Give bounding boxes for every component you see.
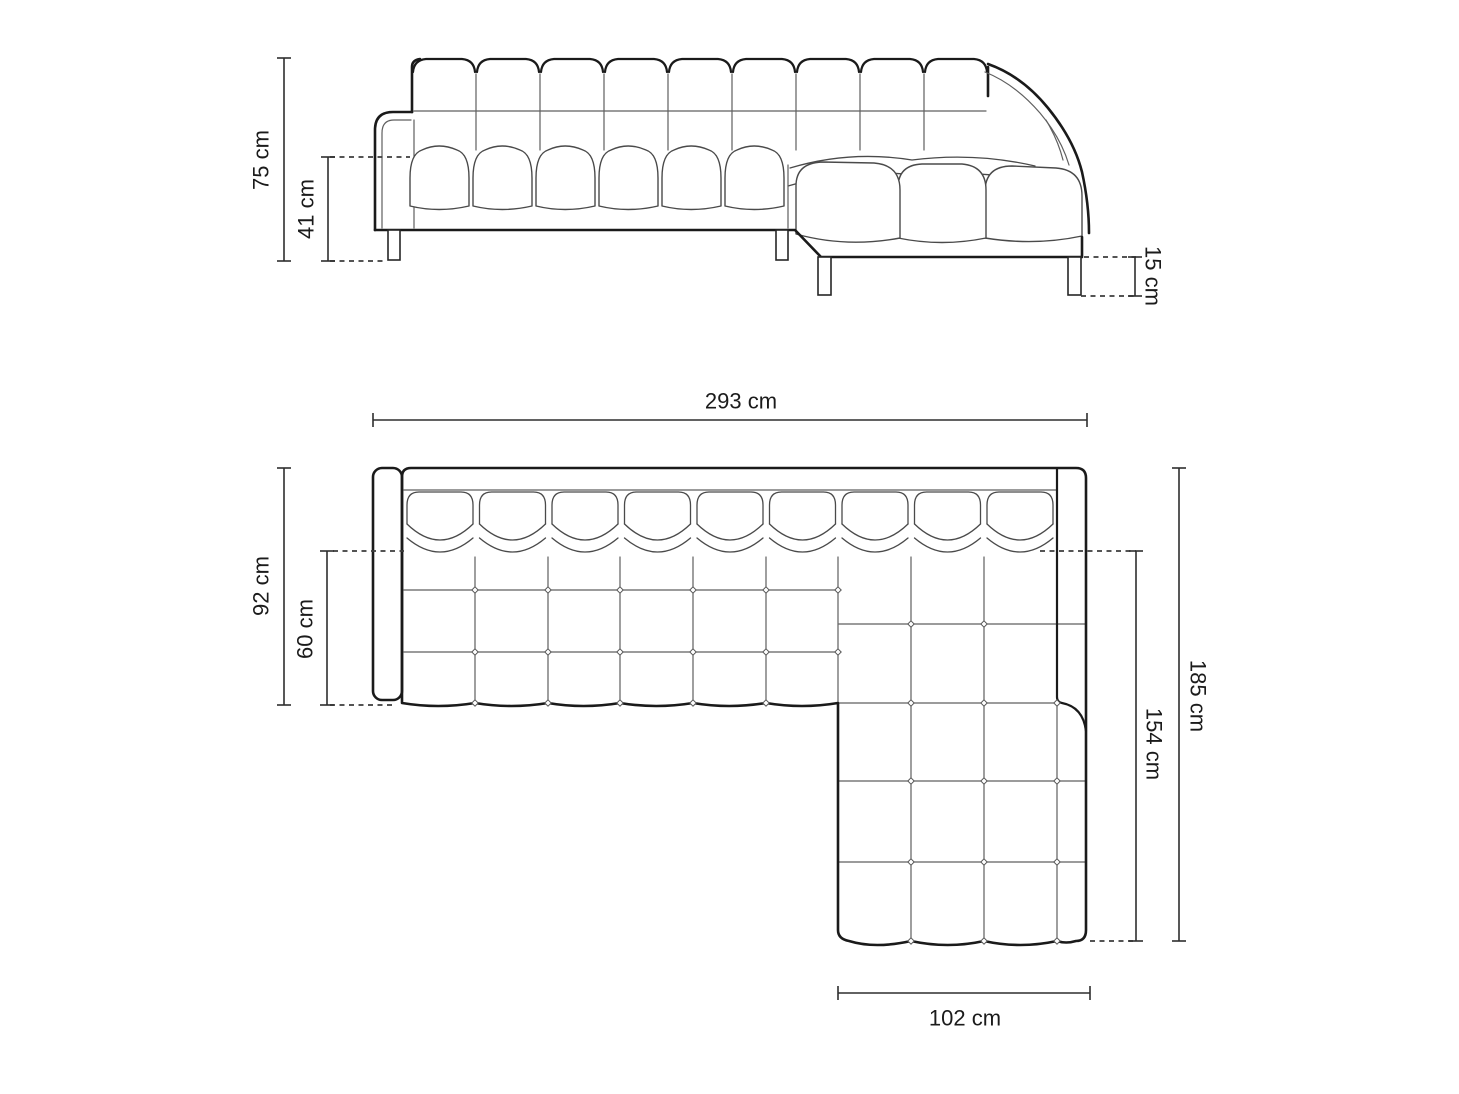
seat-cushion	[410, 146, 469, 210]
chaise-leg	[818, 257, 831, 295]
dim-overall-depth-label: 185 cm	[1185, 659, 1211, 733]
plan-left-arm	[373, 468, 402, 700]
top-plan-view	[249, 389, 1211, 1031]
dim-overall-height-label: 75 cm	[248, 130, 274, 190]
dim-seat-depth-label: 60 cm	[292, 599, 318, 659]
elevation-sofa-drawing	[375, 59, 1089, 295]
dim-main-depth	[249, 468, 292, 705]
dim-chaise-depth	[1129, 551, 1167, 941]
dim-leg-height-label: 15 cm	[1140, 246, 1166, 306]
dim-seat-height	[294, 157, 336, 261]
sofa-leg	[776, 230, 788, 260]
dim-seat-depth	[293, 551, 335, 705]
dim-chaise-depth-label: 154 cm	[1141, 707, 1167, 781]
dim-overall-width-label: 293 cm	[704, 388, 778, 414]
back-cushion	[413, 59, 475, 72]
dim-overall-height	[249, 58, 292, 261]
sofa-leg	[388, 230, 400, 260]
dim-chaise-width	[838, 986, 1090, 1031]
dim-overall-depth	[1172, 468, 1211, 941]
dim-overall-width	[373, 389, 1087, 428]
left-arm-outline	[375, 112, 412, 230]
dim-chaise-width-label: 102 cm	[928, 1005, 1002, 1031]
plan-back-cushion	[407, 492, 473, 552]
dim-leg-height	[1128, 246, 1166, 306]
front-elevation-view	[249, 58, 1166, 306]
dim-seat-height-label: 41 cm	[293, 179, 319, 239]
plan-sofa-drawing	[373, 468, 1086, 945]
plan-right-arm	[1057, 469, 1086, 731]
chaise-leg	[1068, 257, 1081, 295]
chaise-cushion	[985, 166, 1082, 242]
dim-main-depth-label: 92 cm	[248, 556, 274, 616]
